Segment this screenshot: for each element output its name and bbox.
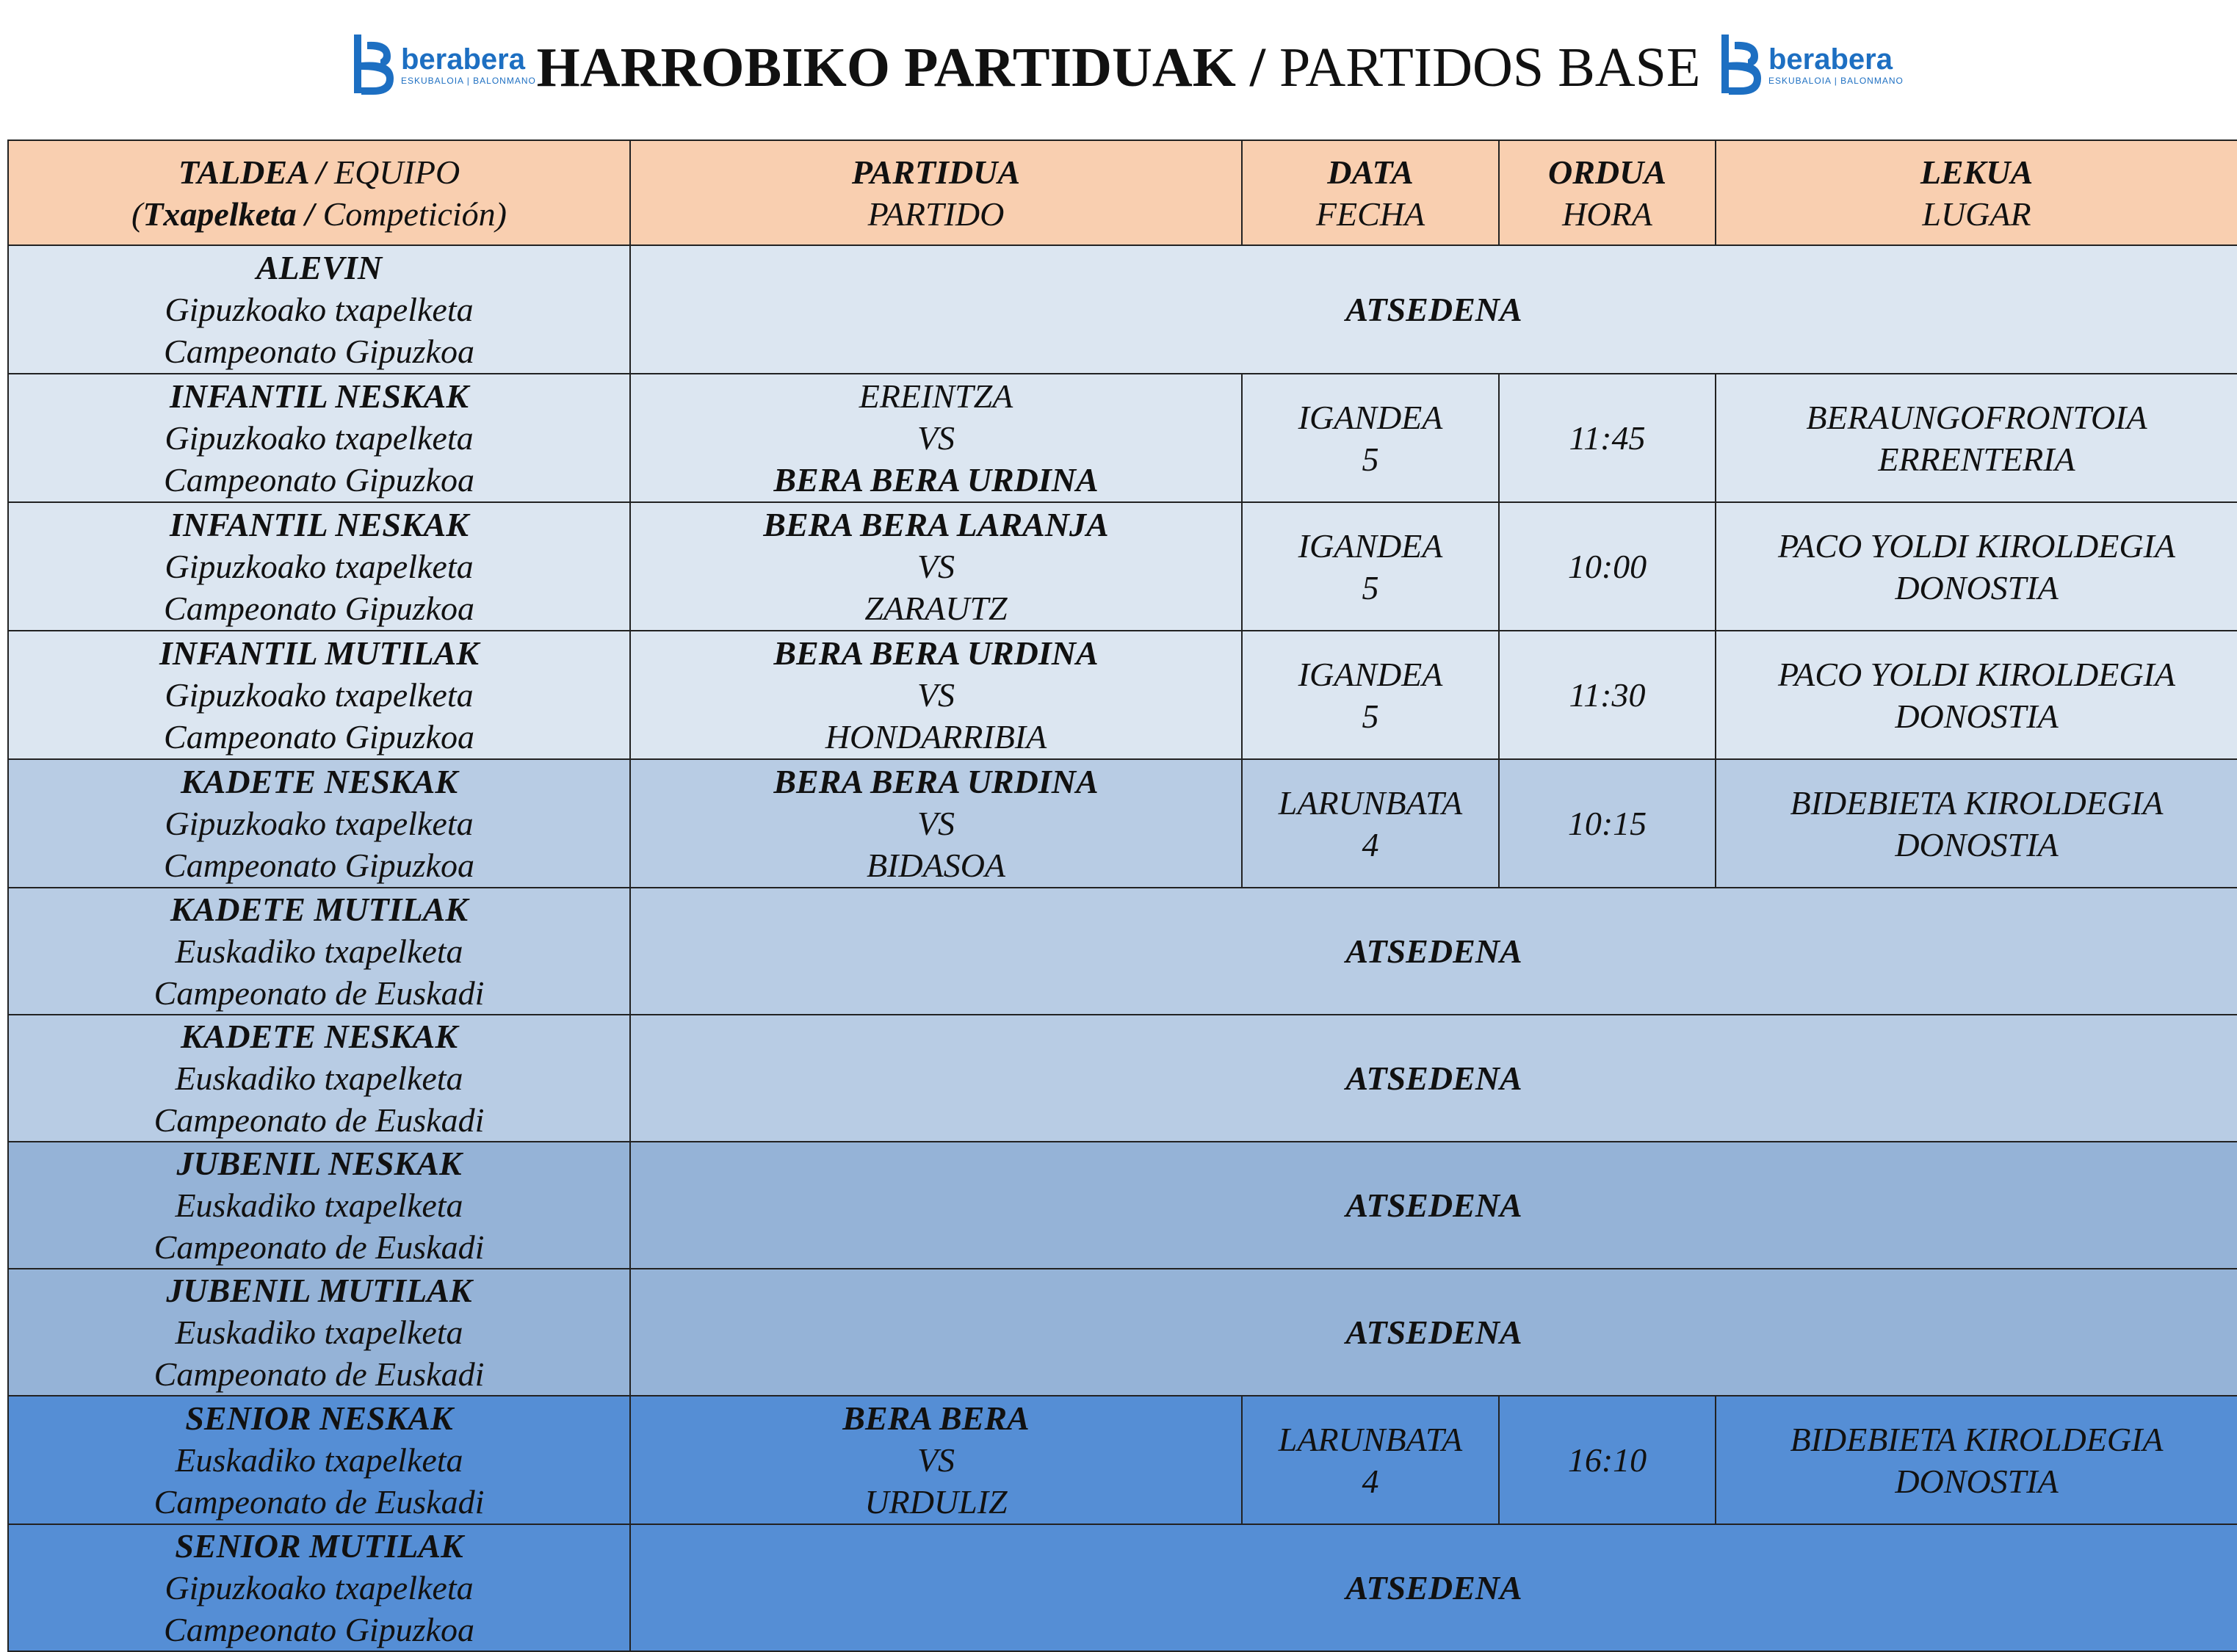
team-cell: KADETE NESKAK Gipuzkoako txapelketa Campeonato Gipuzkoa [8, 759, 630, 888]
team-cell: SENIOR NESKAK Euskadiko txapelketa Campeonato de Euskadi [8, 1396, 630, 1524]
team-cell: INFANTIL NESKAK Gipuzkoako txapelketa Campeonato Gipuzkoa [8, 374, 630, 502]
table-row [8, 1524, 2237, 1651]
rest-cell: ATSEDENA [630, 245, 2237, 374]
date-cell: LARUNBATA 4 [1242, 759, 1499, 888]
table-row [8, 1396, 2237, 1524]
time-cell: 16:10 [1499, 1396, 1716, 1524]
table-row [8, 245, 2237, 374]
logo-brand: berabera [1768, 43, 1893, 76]
table-row [8, 631, 2237, 759]
rest-cell: ATSEDENA [630, 1142, 2237, 1269]
match-cell: BERA BERA URDINA VS BIDASOA [630, 759, 1242, 888]
match-cell: EREINTZA VS BERA BERA URDINA [630, 374, 1242, 502]
schedule-table [7, 140, 2237, 1652]
rest-cell: ATSEDENA [630, 888, 2237, 1015]
team-cell: JUBENIL MUTILAK Euskadiko txapelketa Campeonato de Euskadi [8, 1269, 630, 1396]
time-cell: 10:15 [1499, 759, 1716, 888]
title-bold: HARROBIKO PARTIDUAK / [536, 37, 1266, 98]
match-cell: BERA BERA URDINA VS HONDARRIBIA [630, 631, 1242, 759]
team-cell: ALEVIN Gipuzkoako txapelketa Campeonato Gipuzkoa [8, 245, 630, 374]
place-cell: PACO YOLDI KIROLDEGIA DONOSTIA [1716, 502, 2237, 631]
place-cell: PACO YOLDI KIROLDEGIA DONOSTIA [1716, 631, 2237, 759]
match-cell: BERA BERA LARANJA VS ZARAUTZ [630, 502, 1242, 631]
table-row [8, 888, 2237, 1015]
table-header-row [8, 140, 2237, 245]
date-cell: IGANDEA 5 [1242, 374, 1499, 502]
team-cell: KADETE NESKAK Euskadiko txapelketa Campeonato de Euskadi [8, 1015, 630, 1142]
table-row [8, 1142, 2237, 1269]
berabera-logo-icon [1719, 33, 1764, 96]
place-cell: BIDEBIETA KIROLDEGIA DONOSTIA [1716, 1396, 2237, 1524]
logo-sub: ESKUBALOIA | BALONMANO [1768, 76, 1904, 86]
match-cell: BERA BERA VS URDULIZ [630, 1396, 1242, 1524]
table-row [8, 1015, 2237, 1142]
team-cell: SENIOR MUTILAK Gipuzkoako txapelketa Campeonato Gipuzkoa [8, 1524, 630, 1651]
team-cell: INFANTIL MUTILAK Gipuzkoako txapelketa Campeonato Gipuzkoa [8, 631, 630, 759]
time-cell: 11:30 [1499, 631, 1716, 759]
col-place: LEKUA LUGAR [1716, 140, 2237, 245]
place-cell: BIDEBIETA KIROLDEGIA DONOSTIA [1716, 759, 2237, 888]
logo-brand: berabera [401, 43, 525, 76]
date-cell: IGANDEA 5 [1242, 502, 1499, 631]
table-row [8, 759, 2237, 888]
team-cell: INFANTIL NESKAK Gipuzkoako txapelketa Campeonato Gipuzkoa [8, 502, 630, 631]
time-cell: 10:00 [1499, 502, 1716, 631]
berabera-logo-right [1719, 28, 1904, 101]
col-date: DATA FECHA [1242, 140, 1499, 245]
rest-cell: ATSEDENA [630, 1015, 2237, 1142]
place-cell: BERAUNGOFRONTOIA ERRENTERIA [1716, 374, 2237, 502]
table-row [8, 502, 2237, 631]
logo-sub: ESKUBALOIA | BALONMANO [401, 76, 536, 86]
rest-cell: ATSEDENA [630, 1269, 2237, 1396]
table-row [8, 374, 2237, 502]
col-match: PARTIDUA PARTIDO [630, 140, 1242, 245]
table-row [8, 1269, 2237, 1396]
date-cell: LARUNBATA 4 [1242, 1396, 1499, 1524]
team-cell: JUBENIL NESKAK Euskadiko txapelketa Campeonato de Euskadi [8, 1142, 630, 1269]
col-time: ORDUA HORA [1499, 140, 1716, 245]
date-cell: IGANDEA 5 [1242, 631, 1499, 759]
page-header [0, 15, 2237, 117]
title-regular: PARTIDOS BASE [1265, 37, 1701, 98]
time-cell: 11:45 [1499, 374, 1716, 502]
team-cell: KADETE MUTILAK Euskadiko txapelketa Campeonato de Euskadi [8, 888, 630, 1015]
rest-cell: ATSEDENA [630, 1524, 2237, 1651]
col-team: TALDEA / EQUIPO (Txapelketa / Competición) [8, 140, 630, 245]
